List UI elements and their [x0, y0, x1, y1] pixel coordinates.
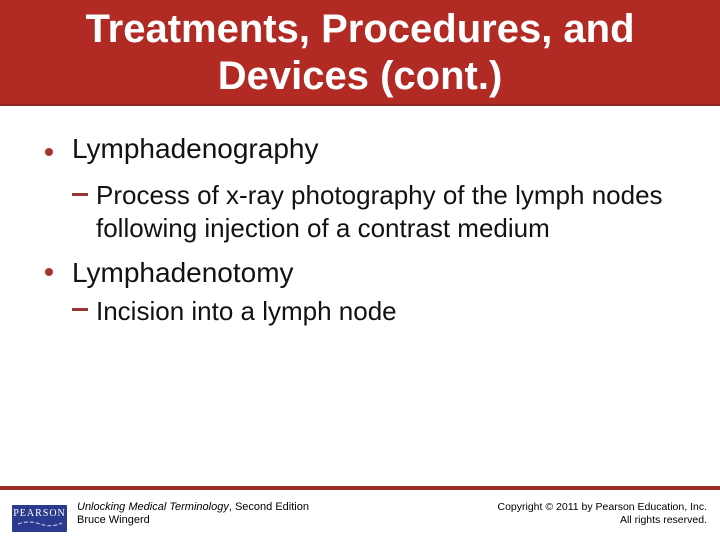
- slide-title-bar: [0, 0, 720, 106]
- pearson-logo-swoosh-icon: [17, 520, 63, 527]
- pearson-logo: [12, 505, 67, 532]
- bullet-dot-icon: [45, 148, 53, 156]
- slide-title-line-2: Devices (cont.): [217, 54, 503, 98]
- bullet-term-lymphadenography: Lymphadenography: [72, 133, 319, 164]
- book-title: [77, 501, 309, 514]
- dash-marker-icon: [72, 193, 88, 196]
- bullet-term-lymphadenotomy: Lymphadenotomy: [72, 257, 294, 288]
- book-author: Bruce Wingerd: [77, 514, 150, 526]
- footer-divider-line: [0, 486, 720, 490]
- bullet-dot-icon: [45, 268, 53, 276]
- bullet-definition-lymphadenotomy: Incision into a lymph node: [96, 296, 397, 326]
- book-title-edition: , Second Edition: [228, 501, 309, 513]
- copyright-notice: [498, 501, 708, 527]
- book-info: [77, 501, 309, 527]
- book-title-italic: Unlocking Medical Terminology: [77, 501, 229, 513]
- pearson-logo-text: PEARSON: [13, 508, 66, 519]
- copyright-line-1: Copyright © 2011 by Pearson Education, Inc.: [497, 501, 707, 513]
- slide-title-line-1: Treatments, Procedures, and: [85, 7, 635, 51]
- dash-marker-icon: [72, 308, 88, 311]
- bullet-definition-lymphadenography: Process of x-ray photography of the lymph nodes following injection of a contrast medium: [96, 180, 663, 243]
- copyright-line-2: All rights reserved.: [620, 514, 707, 526]
